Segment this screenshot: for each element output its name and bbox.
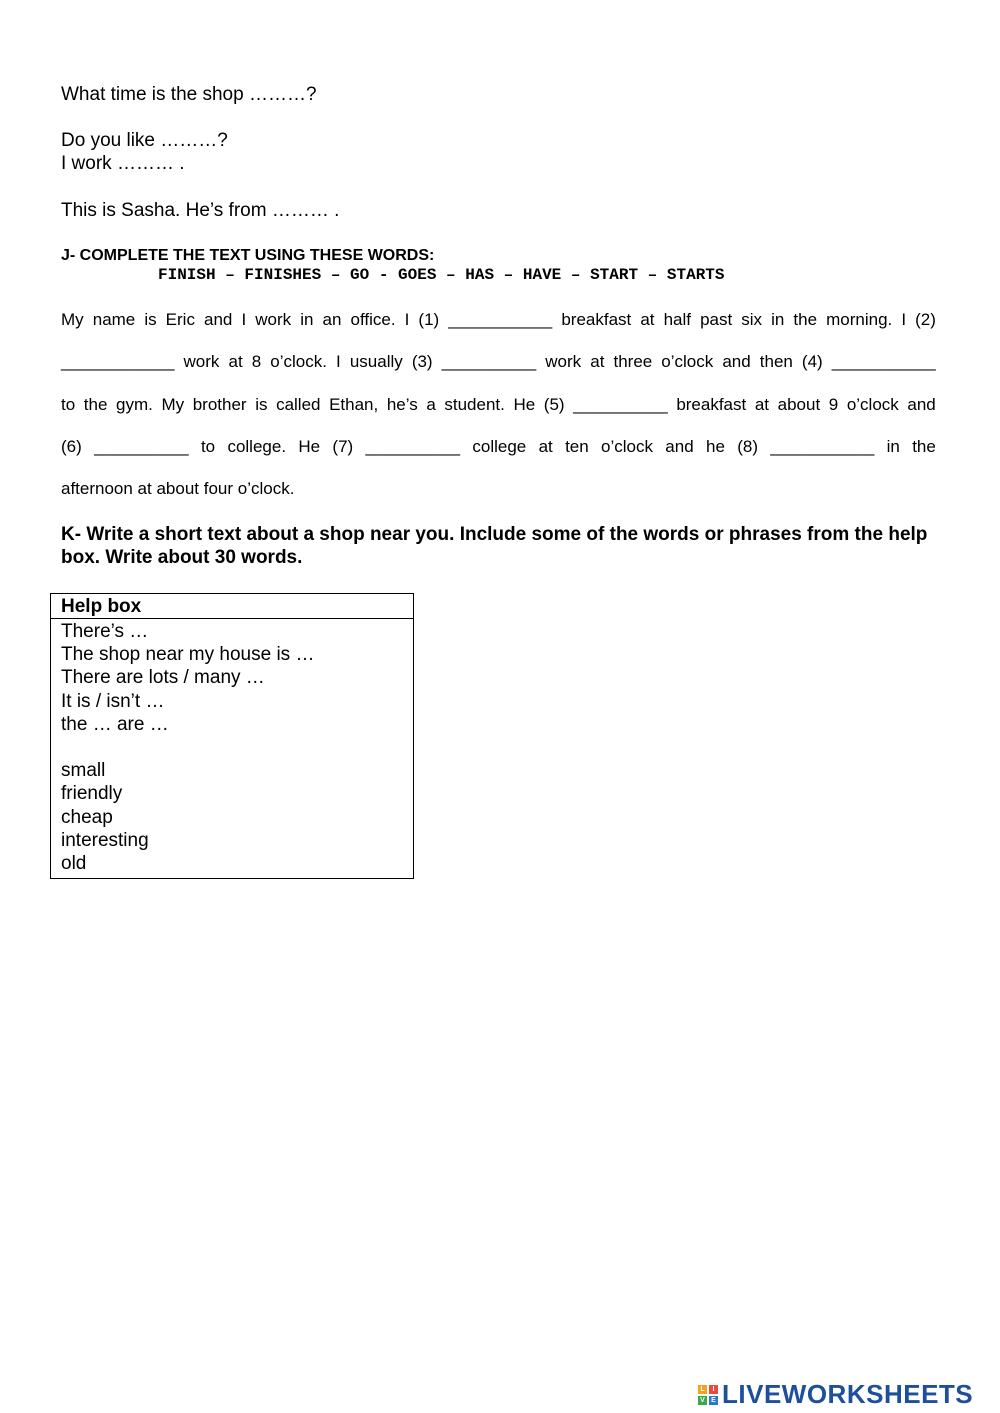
text-word: morning. [826,310,893,329]
text-word: past [700,310,733,329]
help-adjective: cheap [61,806,113,828]
text-word: is [255,395,268,414]
text-word: a [426,395,436,414]
text-word: My [161,395,185,414]
answer-blank[interactable]: ___________ [831,352,936,371]
text-line-3 [61,394,936,416]
text-word: (2) [915,310,936,329]
text-word: office. [350,310,396,329]
section-j-title: J- COMPLETE THE TEXT USING THESE WORDS: [61,247,435,264]
text-word: ten [565,437,589,456]
logo-letter: I [709,1385,718,1394]
text-word: I [404,310,410,329]
text-word: at [640,310,655,329]
logo-grid-icon [698,1385,718,1405]
answer-blank[interactable]: ___________ [448,310,553,329]
text-word: 8 [251,352,262,371]
help-phrase: There’s … [61,621,149,642]
text-word: then [759,352,793,371]
text-word: (7) [332,437,354,456]
text-word: is [144,310,157,329]
text-word: and [204,310,233,329]
text-word: work [183,352,220,371]
text-word: at [538,437,553,456]
answer-blank[interactable]: ____________ [61,352,175,371]
text-word: I [241,310,247,329]
text-word: college. [227,437,287,456]
text-word: breakfast [561,310,632,329]
text-word: the [793,310,818,329]
question-shop-time: What time is the shop ………? [61,84,317,105]
text-word: in [771,310,785,329]
help-phrase: The shop near my house is … [61,644,315,666]
answer-blank[interactable]: __________ [94,437,189,456]
text-word: about [777,395,821,414]
answer-blank[interactable]: __________ [441,352,537,371]
word-bank: FINISH – FINISHES – GO - GOES – HAS – HAVE – START – STARTS [158,266,725,284]
text-word: in [886,437,900,456]
text-word: o’clock [661,352,714,371]
text-word: Eric [165,310,195,329]
text-word: brother [192,395,247,414]
text-word: 9 [828,395,839,414]
help-spacer [61,736,413,759]
text-word: I [901,310,907,329]
text-word: and [907,395,936,414]
text-word: the [912,437,936,456]
text-word: gym. [116,395,153,414]
answer-blank[interactable]: __________ [365,437,461,456]
text-word: work [255,310,292,329]
text-word: name [92,310,136,329]
text-word: at [754,395,770,414]
text-word: at [590,352,605,371]
help-box-body [51,619,413,875]
text-line-4 [61,436,936,458]
text-word: usually [349,352,403,371]
text-word: breakfast [676,395,747,414]
text-word: at [228,352,243,371]
help-box [50,593,414,879]
text-word: he [705,437,725,456]
text-word: (4) [801,352,823,371]
help-phrase: There are lots / many … [61,667,265,689]
liveworksheets-logo [698,1379,973,1410]
answer-blank[interactable]: __________ [573,395,668,414]
text-word: called [276,395,321,414]
text-line-1 [61,309,936,331]
text-line-5: afternoon at about four o’clock. [61,479,295,498]
text-word: (6) [61,437,82,456]
text-word: Ethan, [329,395,379,414]
help-box-heading: Help box [51,594,413,619]
text-word: six [741,310,763,329]
question-sasha-from: This is Sasha. He’s from ……… . [61,200,340,221]
help-adjective: interesting [61,829,149,851]
text-word: to [61,395,76,414]
text-word: half [663,310,692,329]
text-word: o’clock [601,437,653,456]
text-word: he’s [386,395,418,414]
help-adjective: small [61,760,106,782]
answer-blank[interactable]: ___________ [770,437,875,456]
text-word: He [298,437,321,456]
text-word: o’clock [846,395,899,414]
help-phrase: the … are … [61,713,169,735]
text-word: work [545,352,582,371]
text-word: and [665,437,694,456]
text-line-2 [61,351,936,373]
section-k-title: K- Write a short text about a shop near you. Include some of the words or phrases from the help box. Write about 30 words. [61,524,928,568]
text-word: the [83,395,108,414]
logo-text: LIVEWORKSHEETS [722,1379,974,1409]
logo-letter: L [698,1385,707,1394]
logo-letter: V [698,1396,707,1405]
help-adjective: friendly [61,783,123,805]
text-word: My [61,310,84,329]
logo-letter: E [709,1396,718,1405]
question-do-you-like: Do you like ………? [61,130,228,151]
text-word: (8) [737,437,758,456]
text-word: an [322,310,342,329]
text-word: and [722,352,751,371]
text-word: He [513,395,536,414]
question-i-work: I work ……… . [61,153,185,174]
text-word: college [472,437,527,456]
text-word: (3) [411,352,433,371]
text-word: (5) [543,395,565,414]
text-word: (1) [418,310,440,329]
text-word: in [300,310,314,329]
help-phrase: It is / isn’t … [61,690,165,712]
text-word: I [336,352,341,371]
text-word: student. [444,395,505,414]
help-adjective: old [61,852,87,874]
text-word: o’clock. [270,352,327,371]
text-word: to [200,437,216,456]
text-word: three [613,352,653,371]
